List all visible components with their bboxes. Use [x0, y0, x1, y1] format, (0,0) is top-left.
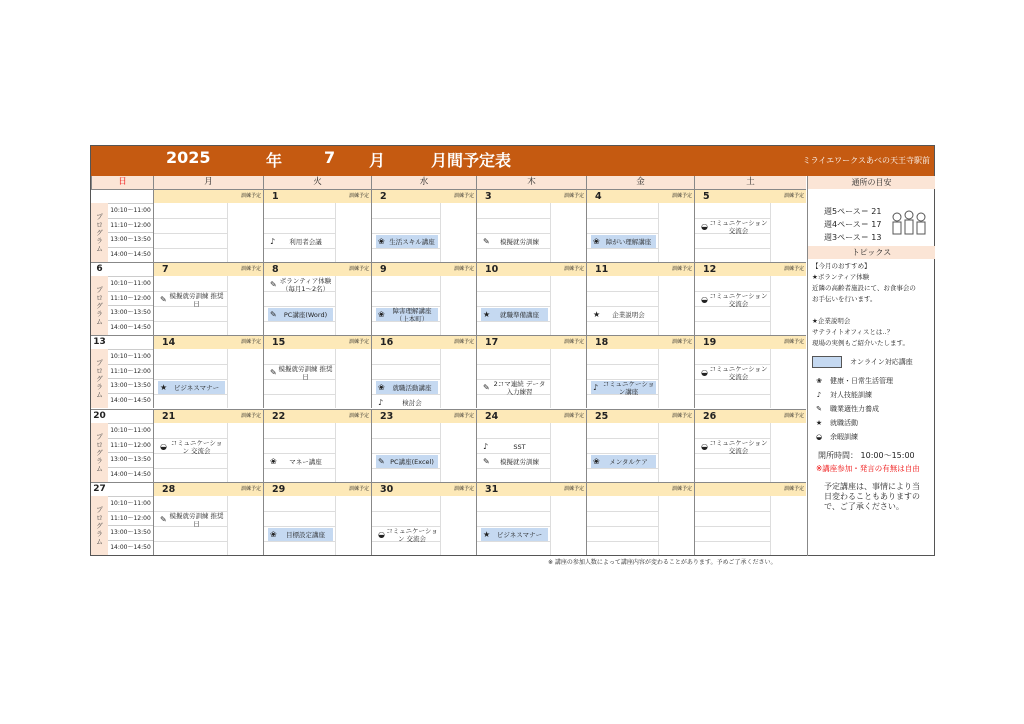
event[interactable]: [699, 366, 768, 379]
online-label: オンライン対応講座: [850, 358, 913, 366]
training-label: 訓練予定: [563, 339, 584, 345]
weekday-4: 木: [476, 176, 586, 189]
event-title: 模擬就労訓練: [500, 457, 539, 466]
footnote: ※ 講座の参加人数によって講座内容が変わることがあります。予めご了承ください。: [548, 559, 777, 566]
weekday-6: 土: [694, 176, 806, 189]
event-icon: ✎: [270, 309, 277, 319]
legend-icon: ✎: [816, 405, 822, 413]
event[interactable]: [158, 293, 225, 306]
day-cell[interactable]: [263, 262, 371, 335]
time-slot: 14:00～14:50: [108, 247, 153, 262]
event-icon: ✎: [160, 294, 167, 304]
legend-icon: ◒: [815, 433, 823, 441]
event-title: コミュニケーション 交流会: [709, 218, 768, 235]
training-label: 訓練予定: [348, 413, 369, 419]
day-number: 2: [380, 191, 387, 202]
training-label: 訓練予定: [453, 413, 474, 419]
program-label: プログラム: [91, 276, 108, 335]
day-number: 31: [485, 484, 499, 495]
nen-label: 年: [266, 151, 283, 170]
day-cell[interactable]: [476, 189, 586, 262]
program-times-col: [91, 482, 153, 555]
legend: [808, 370, 935, 444]
training-label: 訓練予定: [453, 193, 474, 199]
training-label: 訓練予定: [671, 266, 692, 272]
training-label: 訓練予定: [240, 486, 261, 492]
training-label: 訓練予定: [783, 193, 804, 199]
event-icon: ❀: [270, 529, 277, 539]
weekday-header: [91, 176, 806, 190]
pace-title: 通所の目安: [808, 176, 935, 189]
training-label: 訓練予定: [671, 339, 692, 345]
day-cell[interactable]: [694, 409, 806, 482]
event-icon: ❀: [593, 456, 600, 466]
event-title: コミュニケーション 交流会: [709, 438, 768, 455]
event[interactable]: [376, 381, 438, 394]
page-title: 月間予定表: [431, 151, 512, 170]
time-slot: 14:00～14:50: [108, 540, 153, 555]
day-number: 26: [703, 411, 717, 422]
event-title: PC講座(Excel): [390, 457, 434, 466]
day-number: 11: [595, 264, 609, 275]
sunday-date: 27: [93, 484, 106, 494]
training-label: 訓練予定: [783, 266, 804, 272]
event-title: 模擬就労訓練 推奨日: [278, 364, 333, 381]
event[interactable]: [158, 513, 225, 526]
event-icon: ♪: [378, 397, 384, 407]
event-title: マネー講座: [289, 457, 322, 466]
event-icon: ◒: [378, 529, 385, 539]
event-title: 障害理解講座 （上本町）: [392, 306, 432, 323]
hours: 開所時間： 10:00～15:00: [818, 451, 915, 460]
event-icon: ❀: [378, 382, 385, 392]
training-label: 訓練予定: [348, 339, 369, 345]
event-icon: ✎: [483, 382, 490, 392]
topic-line: お手伝いを行います。: [812, 295, 877, 303]
legend-item: [812, 388, 931, 402]
day-cell[interactable]: [371, 409, 476, 482]
day-number: 21: [162, 411, 176, 422]
event-icon: ✎: [270, 367, 277, 377]
day-cell[interactable]: [694, 335, 806, 408]
weekday-3: 水: [371, 176, 476, 189]
topic-line: 近隣の高齢者施設にて、お食事会の: [812, 284, 916, 292]
day-cell[interactable]: [263, 409, 371, 482]
event-title: SST: [513, 442, 526, 451]
event-title: 目標設定講座: [286, 530, 325, 539]
day-number: 4: [595, 191, 602, 202]
sunday-date: 13: [93, 337, 106, 347]
event-title: コミュニケーション 交流会: [709, 364, 768, 381]
event[interactable]: [268, 455, 333, 468]
day-cell[interactable]: [371, 482, 476, 555]
event-title: 検討会: [402, 398, 422, 407]
event-icon: ♪: [593, 382, 599, 392]
legend-label: 職業適性力養成: [830, 405, 879, 413]
training-label: 訓練予定: [671, 193, 692, 199]
topic-line: 現場の実例もご紹介いたします。: [812, 339, 909, 347]
event-title: コミュニケーション 交流会: [709, 291, 768, 308]
time-slot: 13:00～13:50: [108, 378, 153, 393]
event[interactable]: [481, 308, 548, 321]
day-number: 19: [703, 337, 717, 348]
training-label: 訓練予定: [348, 486, 369, 492]
day-number: 7: [162, 264, 169, 275]
training-label: 訓練予定: [671, 413, 692, 419]
event-icon: ♪: [483, 441, 489, 451]
legend-item: [812, 430, 931, 444]
event[interactable]: [699, 293, 768, 306]
event-title: コミュニケーション 交流会: [170, 438, 223, 455]
event[interactable]: [481, 528, 548, 541]
time-slot: 11:10～12:00: [108, 364, 153, 379]
day-cell[interactable]: [476, 335, 586, 408]
training-label: 訓練予定: [783, 339, 804, 345]
time-slot: 10:10～11:00: [108, 496, 153, 511]
training-label: 訓練予定: [453, 266, 474, 272]
day-cell[interactable]: [371, 335, 476, 408]
event[interactable]: [481, 381, 548, 394]
day-number: 29: [272, 484, 286, 495]
training-label: 訓練予定: [348, 266, 369, 272]
day-number: 16: [380, 337, 394, 348]
topic-line: サテライトオフィスとは‥？: [812, 328, 894, 336]
year: 2025: [166, 148, 211, 167]
event-title: 生活スキル講座: [389, 237, 435, 246]
training-label: 訓練予定: [348, 193, 369, 199]
event[interactable]: [591, 308, 656, 321]
legend-icon: ★: [815, 419, 823, 427]
event[interactable]: [376, 235, 438, 248]
legend-item: [812, 402, 931, 416]
event-title: ビジネスマナー: [496, 530, 543, 539]
event[interactable]: [481, 440, 548, 453]
training-label: 訓練予定: [671, 486, 692, 492]
day-number: 3: [485, 191, 492, 202]
time-slot: 10:10～11:00: [108, 349, 153, 364]
day-cell[interactable]: [586, 189, 694, 262]
day-cell[interactable]: [694, 189, 806, 262]
time-slot: 13:00～13:50: [108, 305, 153, 320]
day-number: 12: [703, 264, 717, 275]
legend-label: 対人技能訓練: [830, 391, 872, 399]
day-number: 22: [272, 411, 286, 422]
sunday-date: [91, 190, 108, 203]
event[interactable]: [268, 366, 333, 379]
event-title: メンタルケア: [609, 457, 648, 466]
pace-4: 週4ペース＝ 17: [824, 220, 882, 229]
event[interactable]: [699, 440, 768, 453]
time-slot: 13:00～13:50: [108, 525, 153, 540]
time-slot: 11:10～12:00: [108, 438, 153, 453]
event-icon: ◒: [701, 294, 708, 304]
day-number: 17: [485, 337, 499, 348]
weekday-0: 日: [91, 176, 153, 189]
program-label: プログラム: [91, 349, 108, 408]
legend-label: 就職活動: [830, 419, 858, 427]
month: 7: [324, 148, 336, 167]
event-icon: ✎: [483, 456, 490, 466]
topics-list: [808, 259, 935, 354]
day-number: 9: [380, 264, 387, 275]
event-title: 2コマ連続 データ入力練習: [493, 379, 546, 396]
tsuki-label: 月: [369, 151, 386, 170]
training-label: 訓練予定: [563, 413, 584, 419]
day-cell[interactable]: [476, 409, 586, 482]
note: 予定講座は、事情により当日変わることもありますので、ご了承ください。: [824, 482, 920, 511]
event-title: コミュニケーション 交流会: [386, 526, 438, 543]
day-cell[interactable]: [694, 262, 806, 335]
program-label: プログラム: [91, 423, 108, 482]
legend-item: [812, 416, 931, 430]
event-icon: ✎: [483, 236, 490, 246]
event-icon: ★: [483, 309, 491, 319]
event[interactable]: [481, 455, 548, 468]
training-label: 訓練予定: [240, 339, 261, 345]
event-icon: ❀: [378, 236, 385, 246]
event-title: 企業説明会: [612, 310, 645, 319]
time-slot: 13:00～13:50: [108, 452, 153, 467]
day-number: 18: [595, 337, 609, 348]
event[interactable]: [591, 235, 656, 248]
event-icon: ◒: [701, 221, 708, 231]
event-title: 模擬就労訓練 推奨日: [169, 511, 224, 528]
day-cell[interactable]: [263, 335, 371, 408]
event-title: 障がい理解講座: [605, 237, 652, 246]
day-cell[interactable]: [153, 409, 263, 482]
day-cell[interactable]: [371, 189, 476, 262]
day-cell[interactable]: [476, 262, 586, 335]
time-slot: 14:00～14:50: [108, 467, 153, 482]
topic-line: ★ボランティア体験: [812, 273, 870, 281]
topics-title: トピックス: [808, 246, 935, 259]
weekday-5: 金: [586, 176, 694, 189]
day-number: 25: [595, 411, 609, 422]
side-panel: [807, 176, 935, 556]
time-slot: 14:00～14:50: [108, 393, 153, 408]
training-label: 訓練予定: [563, 193, 584, 199]
day-cell[interactable]: [586, 262, 694, 335]
day-cell[interactable]: [153, 189, 263, 262]
event[interactable]: [268, 528, 333, 541]
day-number: 8: [272, 264, 279, 275]
day-cell[interactable]: [476, 482, 586, 555]
online-swatch: [812, 356, 842, 368]
day-number: 24: [485, 411, 499, 422]
event-title: 就職準備講座: [500, 310, 539, 319]
day-number: 1: [272, 191, 279, 202]
day-cell[interactable]: [263, 482, 371, 555]
time-slot: 11:10～12:00: [108, 291, 153, 306]
day-number: 28: [162, 484, 176, 495]
day-cell[interactable]: [153, 335, 263, 408]
weekday-1: 月: [153, 176, 263, 189]
event-icon: ◒: [701, 367, 708, 377]
event[interactable]: [481, 235, 548, 248]
event[interactable]: [268, 235, 333, 248]
people-illustration-icon: [889, 207, 931, 237]
time-slot: 10:10～11:00: [108, 203, 153, 218]
day-number: 23: [380, 411, 394, 422]
event-title: PC講座(Word): [283, 310, 328, 319]
event-icon: ✎: [378, 456, 385, 466]
sunday-date: 20: [93, 411, 106, 421]
training-label: 訓練予定: [240, 266, 261, 272]
training-label: 訓練予定: [240, 193, 261, 199]
calendar-grid: [91, 189, 806, 556]
office-name: ミライエワークスあべの天王寺駅前: [802, 156, 930, 165]
event-icon: ★: [160, 382, 168, 392]
training-label: 訓練予定: [563, 266, 584, 272]
day-cell[interactable]: [694, 482, 806, 555]
legend-item: [812, 374, 931, 388]
legend-label: 健康・日常生活管理: [830, 377, 893, 385]
training-label: 訓練予定: [563, 486, 584, 492]
time-slot: 11:10～12:00: [108, 218, 153, 233]
event-icon: ★: [483, 529, 491, 539]
event-title: ビジネスマナー: [173, 383, 220, 392]
day-number: 14: [162, 337, 176, 348]
event-icon: ♪: [270, 236, 276, 246]
time-slot: 14:00～14:50: [108, 320, 153, 335]
event-icon: ★: [593, 309, 601, 319]
training-label: 訓練予定: [240, 413, 261, 419]
day-cell[interactable]: [153, 482, 263, 555]
event[interactable]: [376, 528, 438, 541]
day-cell[interactable]: [263, 189, 371, 262]
program-times-col: [91, 409, 153, 482]
event-icon: ✎: [270, 279, 277, 289]
event[interactable]: [591, 455, 656, 468]
program-times-col: [91, 189, 153, 262]
training-label: 訓練予定: [783, 413, 804, 419]
day-cell[interactable]: [153, 262, 263, 335]
day-cell[interactable]: [371, 262, 476, 335]
program-times-col: [91, 262, 153, 335]
training-label: 訓練予定: [783, 486, 804, 492]
time-slot: 11:10～12:00: [108, 511, 153, 526]
event-icon: ◒: [160, 441, 167, 451]
event-icon: ❀: [593, 236, 600, 246]
pace-5: 週5ペース＝ 21: [824, 207, 882, 216]
pace-3: 週3ペース＝ 13: [824, 233, 882, 242]
training-label: 訓練予定: [453, 486, 474, 492]
time-slot: 10:10～11:00: [108, 423, 153, 438]
day-number: 5: [703, 191, 710, 202]
event[interactable]: [268, 308, 333, 321]
event[interactable]: [158, 381, 225, 394]
time-slot: 10:10～11:00: [108, 276, 153, 291]
program-times-col: [91, 335, 153, 408]
program-label: プログラム: [91, 496, 108, 555]
day-number: 30: [380, 484, 394, 495]
event[interactable]: [376, 455, 438, 468]
event-icon: ✎: [160, 514, 167, 524]
header-bar: [91, 146, 934, 176]
schedule-sheet: [90, 145, 935, 556]
legend-icon: ♪: [816, 391, 822, 399]
day-cell[interactable]: [586, 482, 694, 555]
sunday-date: 6: [96, 264, 103, 274]
event-icon: ❀: [378, 309, 385, 319]
topic-line: 【今月のおすすめ】: [812, 262, 871, 270]
training-label: 訓練予定: [453, 339, 474, 345]
day-cell[interactable]: [586, 335, 694, 408]
topic-line: [812, 305, 931, 316]
notice: ※講座参加・発言の有無は自由: [816, 464, 920, 473]
event-title: 就職活動講座: [392, 383, 432, 392]
event[interactable]: [376, 396, 438, 408]
program-label: プログラム: [91, 203, 108, 262]
event[interactable]: [376, 308, 438, 321]
weekday-2: 火: [263, 176, 371, 189]
event-title: ボランティア体験 （毎月1～2名）: [279, 276, 332, 293]
event-title: 利用者会議: [289, 237, 322, 246]
day-number: 10: [485, 264, 499, 275]
time-slot: 13:00～13:50: [108, 232, 153, 247]
event-icon: ❀: [270, 456, 277, 466]
legend-icon: ❀: [816, 377, 822, 385]
event-title: 模擬就労訓練: [500, 237, 539, 246]
event[interactable]: [591, 381, 656, 394]
event-title: コミュニケーション講座: [602, 379, 655, 396]
day-cell[interactable]: [586, 409, 694, 482]
event[interactable]: [268, 278, 333, 291]
event[interactable]: [158, 440, 225, 453]
event[interactable]: [699, 220, 768, 233]
topic-line: ★企業説明会: [812, 317, 851, 325]
day-number: 15: [272, 337, 286, 348]
event-icon: ◒: [701, 441, 708, 451]
event-title: 模擬就労訓練 推奨日: [169, 291, 224, 308]
legend-label: 余暇訓練: [830, 433, 858, 441]
